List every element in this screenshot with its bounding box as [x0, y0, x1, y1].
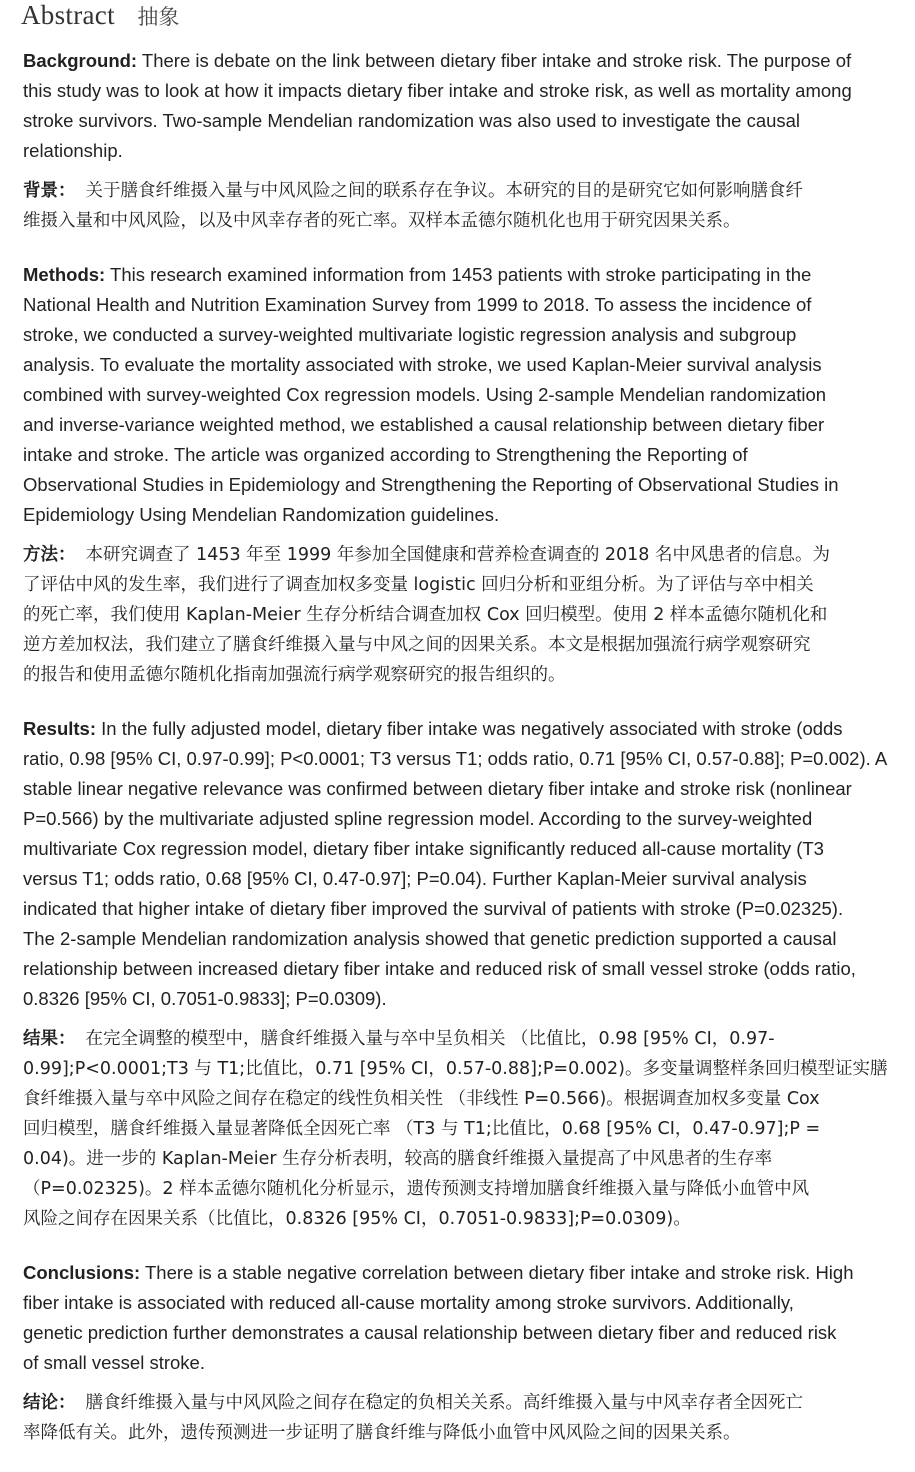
- methods-en-line: [23, 440, 915, 470]
- methods-zh-line: [23, 540, 915, 570]
- methods-en-line: [23, 410, 915, 440]
- methods-en-text: intake and stroke. The article was organized according to Strengthening the Reporting of: [23, 444, 748, 465]
- results-en-line: [23, 744, 915, 774]
- conclusions-paragraph-en: [23, 1258, 915, 1378]
- results-zh-line: [23, 1204, 915, 1234]
- methods-paragraph-zh: [23, 540, 915, 690]
- methods-en-line: [23, 290, 915, 320]
- background-en-line: [23, 136, 915, 166]
- methods-en-line: [23, 500, 915, 530]
- results-zh-line: [23, 1144, 915, 1174]
- background-paragraph-en: [23, 46, 915, 166]
- abstract-title-en: Abstract: [21, 0, 115, 30]
- conclusions-en-text: of small vessel stroke.: [23, 1352, 205, 1373]
- methods-zh-text: 的报告和使用孟德尔随机化指南加强流行病学观察研究的报告组织的。: [23, 665, 566, 685]
- methods-label-en: Methods:: [23, 264, 106, 285]
- results-en-text: ratio, 0.98 [95% CI, 0.97-0.99]; P<0.0001; T3 versus T1; odds ratio, 0.71 [95% CI, 0.57-0.88]; P=0.002). A: [23, 748, 888, 769]
- results-en-text: In the fully adjusted model, dietary fiber intake was negatively associated with stroke (odds: [96, 718, 843, 739]
- results-en-line: [23, 774, 915, 804]
- methods-zh-line: [23, 630, 915, 660]
- methods-en-text: combined with survey-weighted Cox regression models. Using 2-sample Mendelian randomization: [23, 384, 827, 405]
- results-en-text: relationship between increased dietary fiber intake and reduced risk of small vessel stroke (odds ratio,: [23, 958, 856, 979]
- background-en-line: [23, 46, 915, 76]
- results-en-text: multivariate Cox regression model, dietary fiber intake significantly reduced all-cause mortality (T3: [23, 838, 824, 859]
- abstract-title-zh: 抽象: [137, 5, 180, 29]
- methods-en-line: [23, 470, 915, 500]
- methods-en-line: [23, 380, 915, 410]
- results-en-text: versus T1; odds ratio, 0.68 [95% CI, 0.47-0.97]; P=0.04). Further Kaplan-Meier survival analysis: [23, 868, 807, 889]
- background-en-text: this study was to look at how it impacts dietary fiber intake and stroke risk, as well as mortality among: [23, 80, 852, 101]
- results-en-text: 0.8326 [95% CI, 0.7051-0.9833]; P=0.0309).: [23, 988, 387, 1009]
- methods-en-text: analysis. To evaluate the mortality associated with stroke, we used Kaplan-Meier survival analysis: [23, 354, 822, 375]
- results-zh-text: 食纤维摄入量与卒中风险之间存在稳定的线性负相关性 （非线性 P=0.566)。根据调查加权多变量 Cox: [23, 1089, 820, 1109]
- background-zh-text: 关于膳食纤维摄入量与中风风险之间的联系存在争议。本研究的目的是研究它如何影响膳食纤: [85, 181, 803, 201]
- results-label-zh: 结果：: [23, 1029, 76, 1049]
- background-en-line: [23, 106, 915, 136]
- results-en-text: The 2-sample Mendelian randomization analysis showed that genetic prediction supported a causal: [23, 928, 837, 949]
- conclusions-zh-line: [23, 1388, 915, 1418]
- conclusions-en-text: genetic prediction further demonstrates a causal relationship between dietary fiber and reduced risk: [23, 1322, 837, 1343]
- results-en-text: indicated that higher intake of dietary fiber improved the survival of patients with stroke (P=0.02325).: [23, 898, 844, 919]
- results-label-en: Results:: [23, 718, 96, 739]
- results-zh-text: 0.04)。进一步的 Kaplan-Meier 生存分析表明，较高的膳食纤维摄入量提高了中风患者的生存率: [23, 1149, 773, 1169]
- results-en-line: [23, 864, 915, 894]
- conclusions-en-text: There is a stable negative correlation between dietary fiber intake and stroke risk. High: [140, 1262, 854, 1283]
- methods-en-line: [23, 320, 915, 350]
- results-en-text: P=0.566) by the multivariate adjusted spline regression model. According to the survey-weighted: [23, 808, 813, 829]
- results-zh-line: [23, 1114, 915, 1144]
- methods-en-text: Epidemiology Using Mendelian Randomization guidelines.: [23, 504, 500, 525]
- results-zh-text: 0.99];P<0.0001;T3 与 T1;比值比，0.71 [95% CI，0.57-0.88];P=0.002)。多变量调整样条回归模型证实膳: [23, 1059, 888, 1079]
- methods-paragraph-en: [23, 260, 915, 530]
- results-zh-line: [23, 1054, 915, 1084]
- conclusions-zh-line: [23, 1418, 915, 1448]
- abstract-page: [23, 0, 915, 1472]
- methods-en-text: stroke, we conducted a survey-weighted multivariate logistic regression analysis and subgroup: [23, 324, 797, 345]
- results-zh-line: [23, 1084, 915, 1114]
- abstract-heading: [21, 0, 915, 34]
- conclusions-en-line: [23, 1348, 915, 1378]
- methods-zh-line: [23, 660, 915, 690]
- methods-en-text: Observational Studies in Epidemiology and Strengthening the Reporting of Observational Studies in: [23, 474, 839, 495]
- methods-zh-line: [23, 600, 915, 630]
- methods-en-line: [23, 260, 915, 290]
- results-paragraph-zh: [23, 1024, 915, 1234]
- results-zh-line: [23, 1024, 915, 1054]
- abstract-sections: [23, 46, 915, 1448]
- results-en-text: stable linear negative relevance was confirmed between dietary fiber intake and stroke risk (nonlinear: [23, 778, 852, 799]
- background-en-line: [23, 76, 915, 106]
- background-en-text: There is debate on the link between dietary fiber intake and stroke risk. The purpose of: [137, 50, 852, 71]
- methods-zh-text: 了评估中风的发生率，我们进行了调查加权多变量 logistic 回归分析和亚组分析。为了评估与卒中相关: [23, 575, 814, 595]
- background-label-zh: 背景：: [23, 181, 76, 201]
- methods-en-text: National Health and Nutrition Examination Survey from 1999 to 2018. To assess the incidence of: [23, 294, 812, 315]
- background-zh-line: [23, 206, 915, 236]
- methods-en-line: [23, 350, 915, 380]
- background-zh-line: [23, 176, 915, 206]
- methods-en-text: and inverse-variance weighted method, we established a causal relationship between dietary fiber: [23, 414, 825, 435]
- methods-zh-text: 本研究调查了 1453 年至 1999 年参加全国健康和营养检查调查的 2018 名中风患者的信息。为: [85, 545, 830, 565]
- methods-label-zh: 方法：: [23, 545, 76, 565]
- conclusions-zh-text: 膳食纤维摄入量与中风风险之间存在稳定的负相关关系。高纤维摄入量与中风幸存者全因死亡: [85, 1393, 803, 1413]
- methods-zh-text: 逆方差加权法，我们建立了膳食纤维摄入量与中风之间的因果关系。本文是根据加强流行病学观察研究: [23, 635, 811, 655]
- background-en-text: relationship.: [23, 140, 123, 161]
- conclusions-en-text: fiber intake is associated with reduced all-cause mortality among stroke survivors. Additionally,: [23, 1292, 794, 1313]
- results-en-line: [23, 714, 915, 744]
- methods-zh-line: [23, 570, 915, 600]
- conclusions-label-zh: 结论：: [23, 1393, 76, 1413]
- background-paragraph-zh: [23, 176, 915, 236]
- results-en-line: [23, 984, 915, 1014]
- conclusions-zh-text: 率降低有关。此外，遗传预测进一步证明了膳食纤维与降低小血管中风风险之间的因果关系。: [23, 1423, 741, 1443]
- conclusions-en-line: [23, 1318, 915, 1348]
- conclusions-en-line: [23, 1288, 915, 1318]
- results-en-line: [23, 834, 915, 864]
- methods-en-text: This research examined information from 1453 patients with stroke participating in the: [105, 264, 812, 285]
- methods-zh-text: 的死亡率，我们使用 Kaplan-Meier 生存分析结合调查加权 Cox 回归模型。使用 2 样本孟德尔随机化和: [23, 605, 828, 625]
- conclusions-paragraph-zh: [23, 1388, 915, 1448]
- background-en-text: stroke survivors. Two-sample Mendelian randomization was also used to investigate the causal: [23, 110, 801, 131]
- results-en-line: [23, 954, 915, 984]
- conclusions-label-en: Conclusions:: [23, 1262, 141, 1283]
- results-zh-text: 回归模型，膳食纤维摄入量显著降低全因死亡率 （T3 与 T1;比值比，0.68 [95% CI，0.47-0.97];P =: [23, 1119, 821, 1139]
- results-zh-text: 风险之间存在因果关系（比值比，0.8326 [95% CI，0.7051-0.9833];P=0.0309)。: [23, 1209, 691, 1229]
- results-zh-text: 在完全调整的模型中，膳食纤维摄入量与卒中呈负相关 （比值比，0.98 [95% CI，0.97-: [85, 1029, 775, 1049]
- background-zh-text: 维摄入量和中风风险，以及中风幸存者的死亡率。双样本孟德尔随机化也用于研究因果关系。: [23, 211, 741, 231]
- results-en-line: [23, 924, 915, 954]
- results-en-line: [23, 894, 915, 924]
- background-label-en: Background:: [23, 50, 138, 71]
- results-en-line: [23, 804, 915, 834]
- results-zh-line: [23, 1174, 915, 1204]
- results-paragraph-en: [23, 714, 915, 1014]
- conclusions-en-line: [23, 1258, 915, 1288]
- results-zh-text: （P=0.02325)。2 样本孟德尔随机化分析显示，遗传预测支持增加膳食纤维摄入量与降低小血管中风: [23, 1179, 810, 1199]
